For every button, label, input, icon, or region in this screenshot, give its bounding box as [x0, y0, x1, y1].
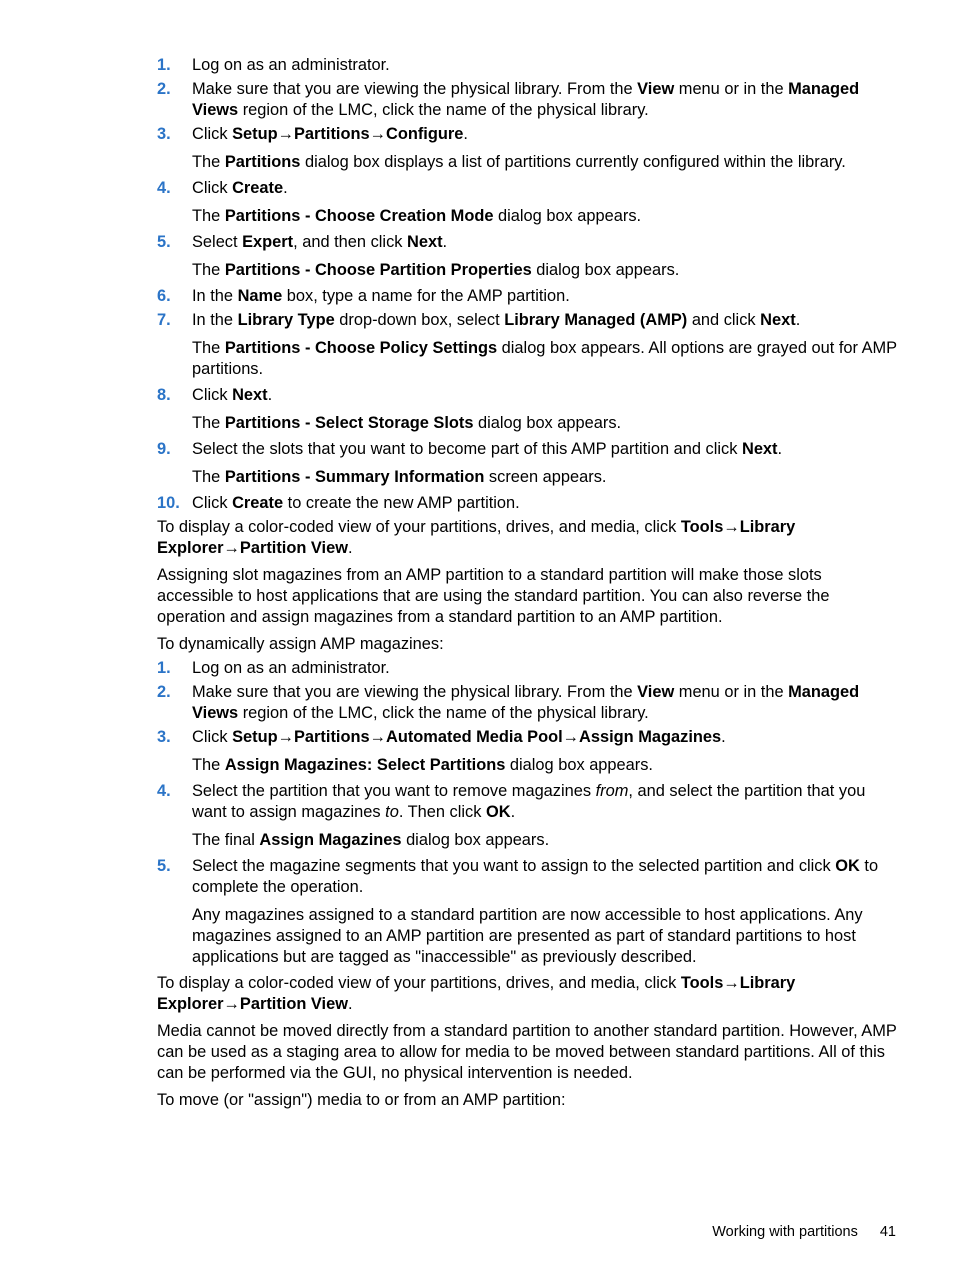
step-number: 4. — [157, 179, 171, 197]
step-number: 3. — [157, 125, 171, 143]
list-item — [157, 781, 899, 851]
step-text: Click Create to create the new AMP partition. — [192, 494, 520, 512]
page-number: 41 — [879, 1224, 896, 1240]
page-footer — [712, 1222, 896, 1243]
step-result-text: The Partitions - Summary Information screen appears. — [192, 468, 607, 486]
step-number: 8. — [157, 386, 171, 404]
step-text: Log on as an administrator. — [192, 56, 390, 74]
step-result-text: The Partitions - Choose Creation Mode dialog box appears. — [192, 207, 642, 225]
step-number: 2. — [157, 683, 171, 701]
step-result-text: The Partitions - Choose Policy Settings dialog box appears. All options are grayed out for AMP partitions. — [192, 339, 897, 378]
step-text: Click Create. — [192, 179, 288, 197]
step-number: 5. — [157, 857, 171, 875]
list-item — [157, 310, 899, 380]
list-item — [157, 124, 899, 173]
step-result-text: The Partitions - Select Storage Slots dialog box appears. — [192, 414, 622, 432]
procedure-list-create-amp — [157, 55, 899, 514]
paragraph-move-media-intro: To move (or "assign") media to or from an AMP partition: — [157, 1091, 566, 1109]
paragraph-color-view-2: To display a color-coded view of your partitions, drives, and media, click Tools→Library Explorer→Partition View. — [157, 974, 796, 1013]
step-text: Click Setup→Partitions→Configure. — [192, 125, 468, 143]
step-text: Log on as an administrator. — [192, 659, 390, 677]
footer-section-title: Working with partitions — [712, 1224, 858, 1240]
step-text: In the Library Type drop-down box, select Library Managed (AMP) and click Next. — [192, 311, 801, 329]
step-number: 6. — [157, 287, 171, 305]
step-number: 9. — [157, 440, 171, 458]
step-text: Select the partition that you want to remove magazines from, and select the partition that you want to assign magazines to. Then click OK. — [192, 782, 866, 821]
step-text: Make sure that you are viewing the physical library. From the View menu or in the Managed Views region of the LMC, click the name of the physical library. — [192, 683, 860, 722]
step-text: Select the magazine segments that you want to assign to the selected partition and click OK to complete the operation. — [192, 857, 879, 896]
list-item — [157, 55, 899, 76]
step-result-text: The final Assign Magazines dialog box appears. — [192, 831, 550, 849]
step-text: Make sure that you are viewing the physical library. From the View menu or in the Managed Views region of the LMC, click the name of the physical library. — [192, 80, 860, 119]
step-number: 4. — [157, 782, 171, 800]
paragraph-color-view-1: To display a color-coded view of your partitions, drives, and media, click Tools→Library Explorer→Partition View. — [157, 518, 796, 557]
list-item — [157, 385, 899, 434]
step-text: In the Name box, type a name for the AMP partition. — [192, 287, 570, 305]
step-text: Select the slots that you want to become part of this AMP partition and click Next. — [192, 440, 783, 458]
list-item — [157, 79, 899, 121]
list-item — [157, 727, 899, 776]
paragraph-dynamic-assign-intro: To dynamically assign AMP magazines: — [157, 635, 444, 653]
step-number: 2. — [157, 80, 171, 98]
document-body — [157, 55, 899, 1117]
list-item — [157, 658, 899, 679]
list-item — [157, 232, 899, 281]
paragraph-media-move: Media cannot be moved directly from a standard partition to another standard partition. However, AMP can be used as a staging area to allow for media to be moved between standard partitions. All of this can be performed via the GUI, no physical intervention is needed. — [157, 1022, 897, 1082]
step-number: 10. — [157, 494, 180, 512]
paragraph-assigning-slots: Assigning slot magazines from an AMP partition to a standard partition will make those slots accessible to host applications that are using the standard partition. You can also reverse the operation and assign magazines from a standard partition to an AMP partition. — [157, 566, 830, 626]
step-result-text: The Partitions dialog box displays a list of partitions currently configured within the library. — [192, 153, 846, 171]
step-text: Click Setup→Partitions→Automated Media Pool→Assign Magazines. — [192, 728, 726, 746]
list-item — [157, 493, 899, 514]
step-number: 7. — [157, 311, 171, 329]
list-item — [157, 856, 899, 968]
step-number: 1. — [157, 56, 171, 74]
list-item — [157, 439, 899, 488]
step-number: 5. — [157, 233, 171, 251]
list-item — [157, 682, 899, 724]
step-number: 1. — [157, 659, 171, 677]
step-text: Select Expert, and then click Next. — [192, 233, 448, 251]
procedure-list-assign-magazines — [157, 658, 899, 968]
step-result-text: The Partitions - Choose Partition Properties dialog box appears. — [192, 261, 680, 279]
list-item — [157, 178, 899, 227]
step-result-text: The Assign Magazines: Select Partitions dialog box appears. — [192, 756, 653, 774]
step-number: 3. — [157, 728, 171, 746]
step-result-text: Any magazines assigned to a standard partition are now accessible to host applications. Any magazines assigned to an AMP partition are presented as part of standard partitions to host applications but are tagged as "inaccessible" as previously described. — [192, 906, 863, 966]
step-text: Click Next. — [192, 386, 273, 404]
list-item — [157, 286, 899, 307]
